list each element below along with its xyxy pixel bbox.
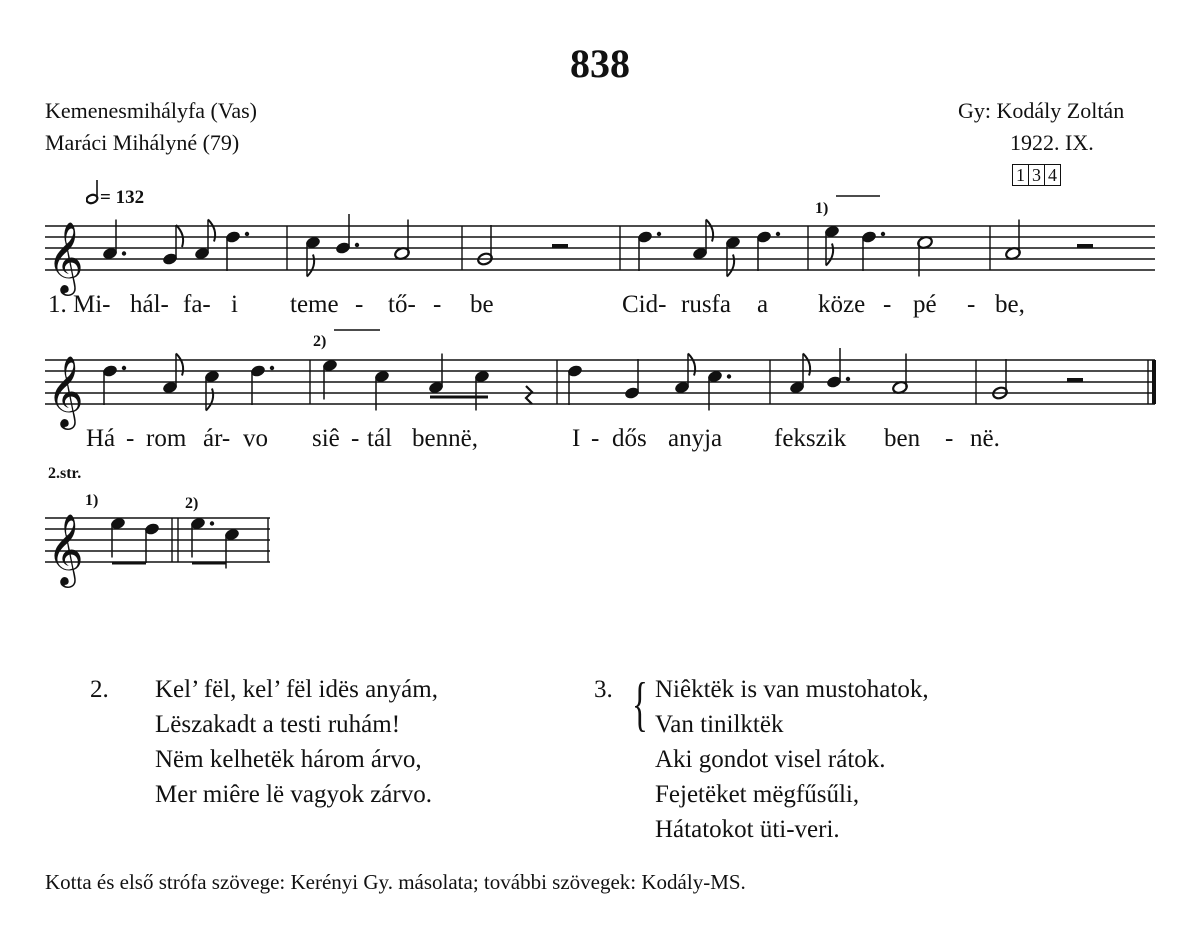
- song-number: 838: [570, 41, 630, 86]
- dot: [657, 232, 661, 236]
- lyric-syllable: Cid-: [622, 291, 667, 318]
- lyric-syllable: -: [126, 425, 135, 452]
- treble-clef-icon: 𝄞: [47, 512, 84, 585]
- dot: [122, 251, 126, 255]
- lyric-syllable: -: [591, 425, 600, 452]
- stanza-2-number: 2.: [90, 676, 109, 703]
- lyric-syllable: teme: [290, 291, 339, 318]
- form-box: 4: [1044, 164, 1061, 186]
- lyric-syllable: ben: [884, 425, 921, 452]
- lyric-syllable: -: [355, 291, 364, 318]
- dot: [122, 366, 126, 370]
- lyric-syllable: dős: [612, 425, 647, 452]
- note-flag: [208, 220, 215, 242]
- form-box: 1: [1012, 164, 1029, 186]
- note-flag: [727, 255, 734, 277]
- lyric-syllable: fa-: [183, 291, 211, 318]
- note-flag: [706, 220, 713, 242]
- half-rest: [1077, 244, 1093, 248]
- note-flag: [176, 354, 183, 376]
- place-label: Kemenesmihályfa (Vas): [45, 98, 257, 123]
- half-rest: [1067, 378, 1083, 382]
- lyric-syllable: -: [945, 425, 954, 452]
- lyric-syllable: be: [470, 291, 494, 318]
- source-note: Kotta és első strófa szövege: Kerényi Gy. másolata; további szövegek: Kodály-MS.: [45, 870, 746, 894]
- note-flag: [206, 389, 213, 411]
- lyric-syllable: -: [883, 291, 892, 318]
- variant-mark-1-alt: 1): [85, 492, 99, 509]
- lyric-syllable: i: [231, 291, 238, 318]
- lyric-syllable: bennë,: [412, 425, 478, 452]
- note-flag: [826, 244, 833, 266]
- note-flag: [176, 225, 183, 247]
- variant-mark-1: 1): [815, 200, 829, 217]
- lyric-syllable: ár-: [203, 425, 231, 452]
- note-flag: [803, 354, 810, 376]
- stanza-line: Lëszakadt a testi ruhám!: [155, 711, 401, 738]
- stanza-2: [155, 672, 438, 812]
- dot: [881, 232, 885, 236]
- lyric-syllable: rom: [146, 425, 187, 452]
- note-flag: [688, 354, 695, 376]
- lyric-syllable: Há: [86, 425, 116, 452]
- variant-mark-2-alt: 2): [185, 495, 199, 512]
- variant-mark-2: 2): [313, 333, 327, 350]
- note-flag: [307, 255, 314, 277]
- half-rest: [552, 244, 568, 248]
- dot: [245, 232, 249, 236]
- singer-label: Maráci Mihályné (79): [45, 130, 240, 155]
- stanza-line: Van tinilktëk: [655, 711, 784, 738]
- lyric-syllable: siê: [312, 425, 340, 452]
- lyric-syllable: köze: [818, 291, 866, 318]
- dot: [727, 374, 731, 378]
- lyric-syllable: be,: [995, 291, 1025, 318]
- stanza-line: Kel’ fël, kel’ fël idës anyám,: [155, 676, 438, 703]
- lyric-syllable: tő-: [388, 291, 416, 318]
- lyric-syllable: -: [351, 425, 360, 452]
- lyric-syllable: a: [757, 291, 769, 318]
- lyric-syllable: vo: [243, 425, 268, 452]
- lyric-syllable: hál-: [130, 291, 169, 318]
- lyric-syllable: -: [433, 291, 442, 318]
- lyric-syllable: pé: [913, 291, 937, 318]
- collector-label: Gy: Kodály Zoltán: [958, 98, 1125, 123]
- variant-label: 2.str.: [48, 465, 82, 482]
- dot: [210, 521, 214, 525]
- stanza-line: Mer miêre lë vagyok zárvo.: [155, 781, 432, 808]
- tempo-value: = 132: [100, 187, 145, 208]
- lyric-syllable: në.: [970, 425, 1000, 452]
- form-box: 3: [1028, 164, 1045, 186]
- lyric-syllable: -: [967, 291, 976, 318]
- stanza-line: Hátatokot üti-veri.: [655, 816, 840, 843]
- dot: [776, 232, 780, 236]
- quarter-rest: [526, 386, 532, 404]
- treble-clef-icon: 𝄞: [47, 354, 84, 427]
- stanza-3-number: 3.: [594, 676, 613, 703]
- lyric-syllable: I: [572, 425, 581, 452]
- dot: [270, 366, 274, 370]
- lyric-syllable: anyja: [668, 425, 723, 452]
- stanza-line: Aki gondot visel rátok.: [655, 746, 886, 773]
- dot: [355, 243, 359, 247]
- brace-icon: {: [632, 671, 648, 737]
- date-label: 1922. IX.: [1010, 130, 1094, 155]
- stanza-3: [655, 672, 929, 847]
- stanza-line: Fejetëket mëgfűsűli,: [655, 781, 860, 808]
- lyric-syllable: fekszik: [774, 425, 847, 452]
- lyric-syllable: rusfa: [681, 291, 731, 318]
- stanza-line: Niêktëk is van mustohatok,: [655, 676, 929, 703]
- lyric-syllable: tál: [367, 425, 392, 452]
- dot: [846, 377, 850, 381]
- final-bar-line: [1152, 360, 1156, 404]
- treble-clef-icon: 𝄞: [47, 220, 84, 293]
- lyric-syllable: 1. Mi-: [48, 291, 111, 318]
- stanza-line: Nëm kelhetëk három árvo,: [155, 746, 422, 773]
